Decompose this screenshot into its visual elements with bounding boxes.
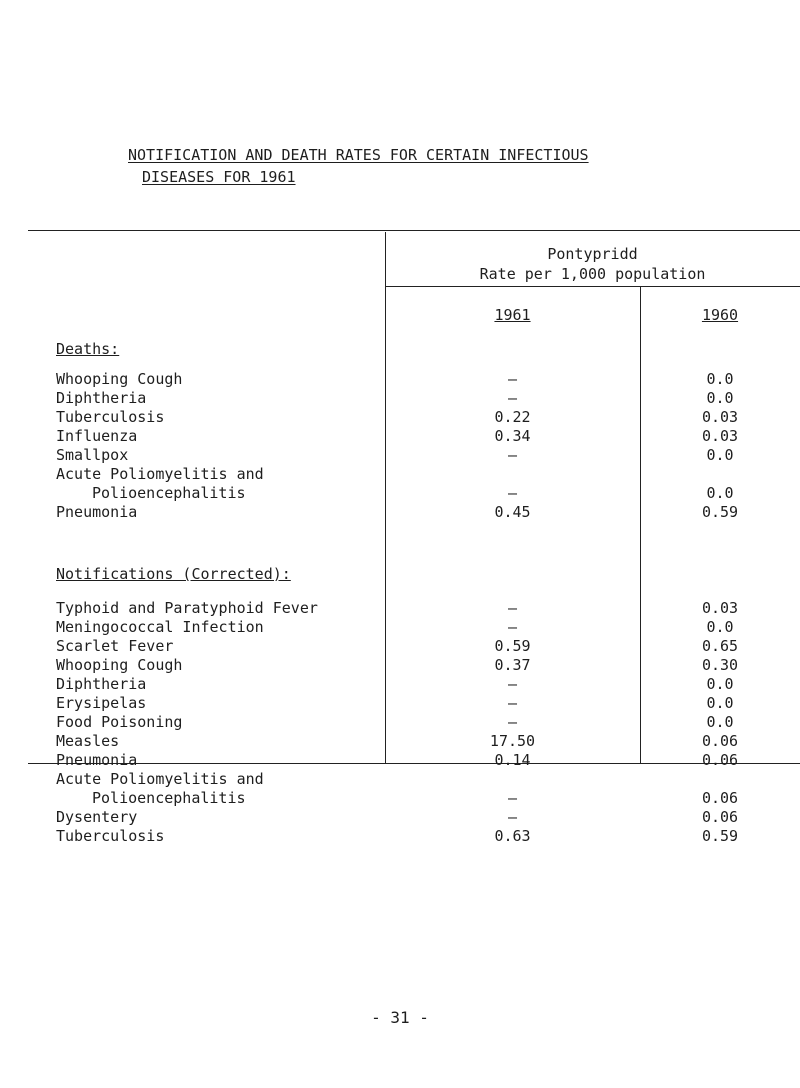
cell-1960: 0.03 <box>701 427 739 445</box>
cell-1960: 0.03 <box>701 408 739 426</box>
cell-1960: 0.0 <box>706 484 734 502</box>
notifications-heading: Notifications (Corrected): <box>56 565 291 583</box>
row-label: Smallpox <box>56 446 129 464</box>
cell-1961: – <box>507 446 518 464</box>
document-title <box>128 144 589 188</box>
cell-1961: – <box>507 599 518 617</box>
row-label: Tuberculosis <box>56 408 165 426</box>
row-label: Polioencephalitis <box>92 789 246 807</box>
cell-1960: 0.0 <box>706 675 734 693</box>
cell-1961: – <box>507 618 518 636</box>
cell-1960: 0.30 <box>701 656 739 674</box>
cell-1960: 0.0 <box>706 446 734 464</box>
table-row <box>0 827 800 846</box>
cell-1961: 0.37 <box>494 656 531 674</box>
row-label: Typhoid and Paratyphoid Fever <box>56 599 318 617</box>
table-row <box>0 599 800 618</box>
cell-1961: 17.50 <box>489 732 536 750</box>
row-label: Whooping Cough <box>56 656 183 674</box>
table-row <box>0 694 800 713</box>
row-label: Meningococcal Infection <box>56 618 264 636</box>
cell-1961: 0.59 <box>494 637 531 655</box>
table-row <box>0 808 800 827</box>
table-row <box>0 713 800 732</box>
table-row <box>0 618 800 637</box>
row-label: Acute Poliomyelitis and <box>56 465 264 483</box>
cell-1961: 0.14 <box>494 751 531 769</box>
row-label: Influenza <box>56 427 138 445</box>
cell-1961: – <box>507 389 518 407</box>
header-year-1961: 1961 <box>494 306 531 324</box>
table-row <box>0 389 800 408</box>
cell-1961: – <box>507 694 518 712</box>
deaths-heading: Deaths: <box>56 340 120 358</box>
table-row <box>0 446 800 465</box>
cell-1961: – <box>507 808 518 826</box>
cell-1961: 0.45 <box>494 503 531 521</box>
table-row <box>0 465 800 484</box>
table-row <box>0 370 800 389</box>
table-row <box>0 503 800 522</box>
table-row <box>0 408 800 427</box>
table-top-border <box>28 230 800 231</box>
cell-1960: 0.59 <box>701 503 739 521</box>
row-label: Measles <box>56 732 120 750</box>
row-label: Dysentery <box>56 808 138 826</box>
table-row <box>0 770 800 789</box>
row-label: Diphtheria <box>56 389 147 407</box>
row-label: Polioencephalitis <box>92 484 246 502</box>
cell-1960: 0.06 <box>701 751 739 769</box>
cell-1960: 0.59 <box>701 827 739 845</box>
title-line-1: NOTIFICATION AND DEATH RATES FOR CERTAIN INFECTIOUS <box>128 146 589 164</box>
cell-1960: 0.03 <box>701 599 739 617</box>
row-label: Whooping Cough <box>56 370 183 388</box>
cell-1960: 0.0 <box>706 713 734 731</box>
row-label: Erysipelas <box>56 694 147 712</box>
row-label: Tuberculosis <box>56 827 165 845</box>
table-row <box>0 675 800 694</box>
cell-1961: – <box>507 713 518 731</box>
deaths-rows <box>0 370 800 522</box>
table-row <box>0 732 800 751</box>
notifications-rows <box>0 599 800 846</box>
row-label: Pneumonia <box>56 503 138 521</box>
title-line-2: DISEASES FOR 1961 <box>142 168 296 186</box>
row-label: Food Poisoning <box>56 713 183 731</box>
cell-1960: 0.06 <box>701 808 739 826</box>
table-row <box>0 427 800 446</box>
cell-1960: 0.65 <box>701 637 739 655</box>
table-row <box>0 637 800 656</box>
row-label: Diphtheria <box>56 675 147 693</box>
cell-1961: 0.34 <box>494 427 531 445</box>
row-label: Pneumonia <box>56 751 138 769</box>
table-row <box>0 751 800 770</box>
header-place: Pontypridd <box>547 245 638 263</box>
cell-1961: – <box>507 675 518 693</box>
row-label: Acute Poliomyelitis and <box>56 770 264 788</box>
header-year-1960: 1960 <box>701 306 739 324</box>
cell-1961: – <box>507 484 518 502</box>
cell-1961: 0.22 <box>494 408 531 426</box>
table-row <box>0 789 800 808</box>
cell-1960: 0.0 <box>706 370 734 388</box>
cell-1961: – <box>507 789 518 807</box>
cell-1961: 0.63 <box>494 827 531 845</box>
header-separator <box>385 286 800 287</box>
page-number: - 31 - <box>371 1008 429 1027</box>
cell-1960: 0.0 <box>706 694 734 712</box>
cell-1961: – <box>507 370 518 388</box>
cell-1960: 0.0 <box>706 389 734 407</box>
row-label: Scarlet Fever <box>56 637 174 655</box>
cell-1960: 0.06 <box>701 732 739 750</box>
cell-1960: 0.06 <box>701 789 739 807</box>
table-row <box>0 656 800 675</box>
table-row <box>0 484 800 503</box>
cell-1960: 0.0 <box>706 618 734 636</box>
header-rate: Rate per 1,000 population <box>479 265 706 283</box>
